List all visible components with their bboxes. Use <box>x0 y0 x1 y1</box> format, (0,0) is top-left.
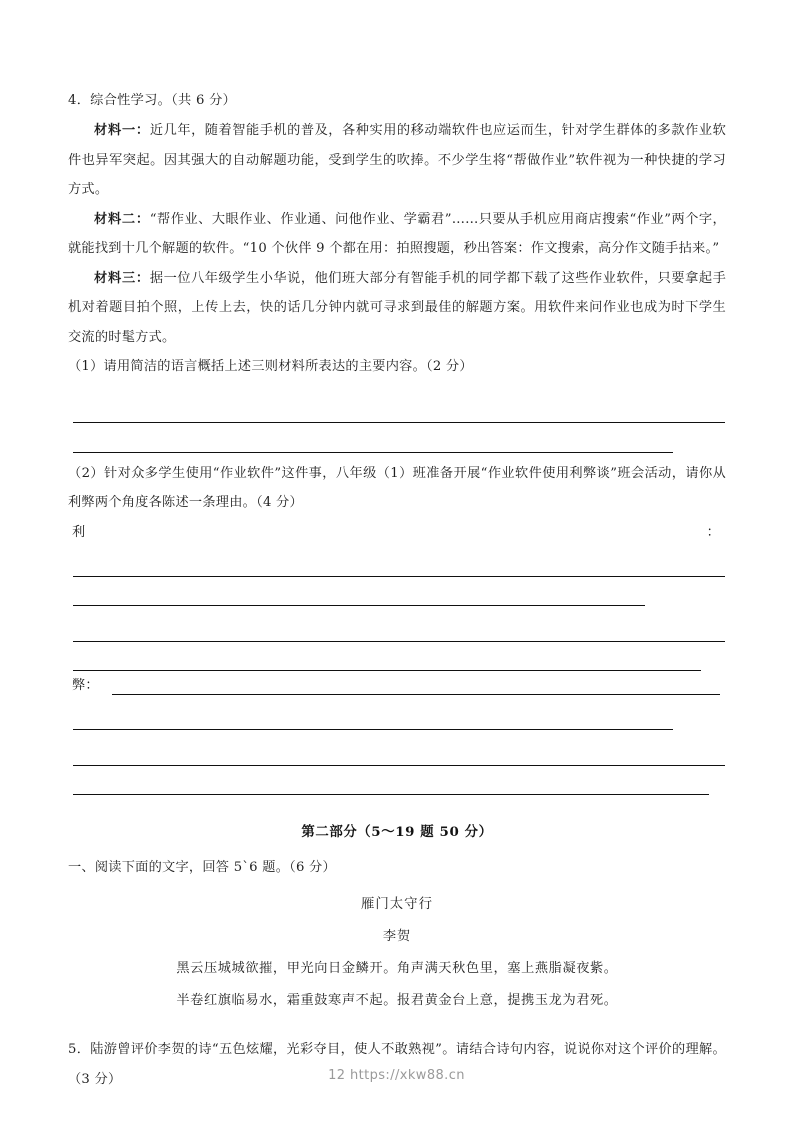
material-1-text: 近几年，随着智能手机的普及，各种实用的移动端软件也应运而生，针对学生群体的多款作业软件也异军突起。因其强大的自动解题功能，受到学生的吹捧。不少学生将“帮做作业”软件视为一种快捷的学习方式。 <box>68 123 727 197</box>
answer-line[interactable] <box>73 794 709 795</box>
material-1-label: 材料一： <box>94 123 150 138</box>
answer-line-row[interactable] <box>68 766 726 796</box>
answer-line[interactable] <box>73 641 725 642</box>
answer-line-row[interactable] <box>68 547 726 577</box>
answer-line-row[interactable] <box>68 394 726 424</box>
material-3-label: 材料三： <box>94 270 150 286</box>
poem-line: 黑云压城城欲摧，甲光向日金鳞开。角声满天秋色里，塞上燕脂凝夜紫。 <box>176 961 618 976</box>
answer-line-row[interactable] <box>68 642 726 672</box>
answer-line[interactable] <box>73 576 725 577</box>
disadvantage-label-row <box>68 671 726 701</box>
answer-line[interactable] <box>73 765 725 766</box>
page-watermark: 12 https://xkw88.cn <box>328 1068 465 1083</box>
answer-line[interactable] <box>73 729 673 730</box>
question-4-sub-2-text: （2）针对众多学生使用“作业软件”这件事，八年级（1）班准备开展“作业软件使用利弊谈”班会活动，请你从利弊两个角度各陈述一条理由。（4 分） <box>68 465 726 510</box>
question-5-text: 5．陆游曾评价李贺的诗“五色炫耀，光彩夺目，使人不敢熟视”。请结合诗句内容，说说你对这个评价的理解。（3 分） <box>68 1042 726 1087</box>
advantage-label-row <box>68 518 726 548</box>
answer-line[interactable] <box>73 452 673 453</box>
answer-line[interactable] <box>73 605 645 606</box>
material-3-paragraph <box>68 264 726 353</box>
question-4-sub-1-text: （1）请用简洁的语言概括上述三则材料所表达的主要内容。（2 分） <box>68 359 473 374</box>
answer-line-row[interactable] <box>68 423 726 453</box>
part-2-section-intro: 一、阅读下面的文字，回答 5`6 题。（6 分） <box>68 860 336 875</box>
material-2-paragraph <box>68 205 726 264</box>
answer-line[interactable] <box>73 422 725 423</box>
poem-author: 李贺 <box>382 929 412 944</box>
answer-line[interactable] <box>112 694 720 695</box>
material-2-text: “帮作业、大眼作业、作业通、问他作业、学霸君”……只要从手机应用商店搜索“作业”两个字，就能找到十几个解题的软件。“10 个伙伴 9 个都在用：拍照搜题，秒出答案：作文搜索，高分作文随手拈来。” <box>68 211 726 256</box>
advantage-trailing-colon: ： <box>706 524 720 540</box>
answer-line-row[interactable] <box>68 577 726 607</box>
material-2-label: 材料二： <box>94 211 150 227</box>
part-2-title: 第二部分（5～19 题 50 分） <box>301 824 493 840</box>
disadvantage-label: 弊： <box>72 678 99 693</box>
answer-line-row[interactable] <box>68 701 726 731</box>
answer-line-row[interactable] <box>68 612 726 642</box>
poem-line: 半卷红旗临易水，霜重鼓寒声不起。报君黄金台上意，提携玉龙为君死。 <box>176 993 618 1008</box>
question-4-heading: 4．综合性学习。（共 6 分） <box>68 93 237 108</box>
material-3-text: 据一位八年级学生小华说，他们班大部分有智能手机的同学都下载了这些作业软件，只要拿起手机对着题目拍个照，上传上去，快的话几分钟内就可寻求到最佳的解题方案。用软件来问作业也成为时下学生交流的时髦方式。 <box>68 270 727 345</box>
page-content <box>68 86 726 1094</box>
material-1-paragraph <box>68 116 726 205</box>
answer-line-row[interactable] <box>68 736 726 766</box>
poem-title: 雁门太守行 <box>361 897 433 912</box>
advantage-label: 利 <box>72 524 86 540</box>
